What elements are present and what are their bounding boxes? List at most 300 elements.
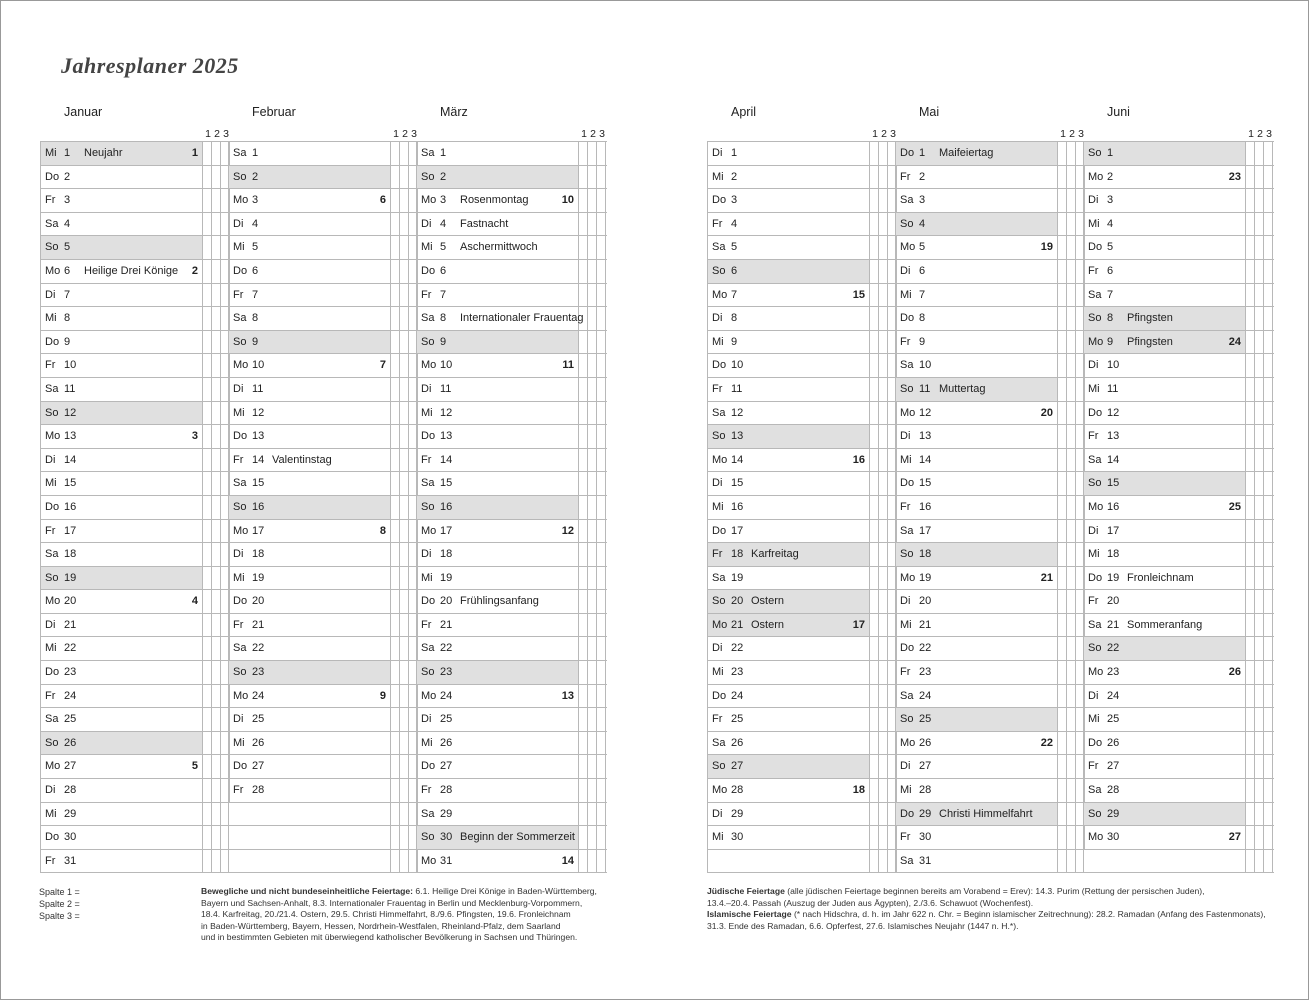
day-row[interactable] <box>708 142 898 166</box>
day-row[interactable] <box>1084 520 1274 544</box>
check-column-3[interactable] <box>597 378 606 401</box>
check-column-2[interactable] <box>1067 496 1076 519</box>
check-column-1[interactable] <box>579 520 588 543</box>
day-row[interactable] <box>896 189 1086 213</box>
check-column-2[interactable] <box>1255 260 1264 283</box>
day-cell[interactable] <box>708 142 870 165</box>
day-cell[interactable] <box>1084 166 1246 189</box>
check-column-1[interactable] <box>870 732 879 755</box>
day-cell[interactable] <box>896 614 1058 637</box>
day-cell[interactable] <box>1084 331 1246 354</box>
day-row[interactable] <box>41 614 231 638</box>
check-column-2[interactable] <box>879 472 888 495</box>
day-row[interactable] <box>896 614 1086 638</box>
day-row[interactable] <box>41 472 231 496</box>
check-column-2[interactable] <box>1067 543 1076 566</box>
check-column-2[interactable] <box>588 661 597 684</box>
day-row[interactable] <box>41 402 231 426</box>
check-column-2[interactable] <box>879 543 888 566</box>
day-cell[interactable] <box>41 755 203 778</box>
day-row[interactable] <box>41 425 231 449</box>
day-cell[interactable] <box>1084 661 1246 684</box>
day-row[interactable] <box>229 614 419 638</box>
check-column-3[interactable] <box>597 708 606 731</box>
check-column-2[interactable] <box>212 661 221 684</box>
day-row[interactable] <box>229 307 419 331</box>
day-row[interactable] <box>1084 826 1274 850</box>
day-cell[interactable] <box>708 520 870 543</box>
day-cell[interactable] <box>896 590 1058 613</box>
check-column-1[interactable] <box>579 614 588 637</box>
check-column-2[interactable] <box>212 449 221 472</box>
check-column-2[interactable] <box>212 732 221 755</box>
day-row[interactable] <box>896 803 1086 827</box>
check-column-1[interactable] <box>391 166 400 189</box>
check-column-1[interactable] <box>203 260 212 283</box>
check-column-1[interactable] <box>1246 496 1255 519</box>
day-row[interactable] <box>229 685 419 709</box>
check-column-1[interactable] <box>391 496 400 519</box>
day-cell[interactable] <box>41 354 203 377</box>
check-column-1[interactable] <box>1246 520 1255 543</box>
check-column-1[interactable] <box>203 755 212 778</box>
day-row[interactable] <box>708 520 898 544</box>
day-row[interactable] <box>1084 236 1274 260</box>
day-row[interactable] <box>41 850 231 874</box>
check-column-1[interactable] <box>870 449 879 472</box>
check-column-1[interactable] <box>1058 189 1067 212</box>
check-column-3[interactable] <box>597 166 606 189</box>
check-column-2[interactable] <box>1255 661 1264 684</box>
check-column-2[interactable] <box>1255 189 1264 212</box>
check-column-3[interactable] <box>597 189 606 212</box>
check-column-2[interactable] <box>400 142 409 165</box>
day-row[interactable] <box>417 425 607 449</box>
day-row[interactable] <box>896 520 1086 544</box>
check-column-2[interactable] <box>1255 496 1264 519</box>
day-row[interactable] <box>896 543 1086 567</box>
check-column-1[interactable] <box>1246 260 1255 283</box>
day-row[interactable] <box>708 826 898 850</box>
day-cell[interactable] <box>41 472 203 495</box>
day-row[interactable] <box>896 425 1086 449</box>
day-cell[interactable] <box>708 378 870 401</box>
day-row[interactable] <box>708 661 898 685</box>
day-row[interactable] <box>417 590 607 614</box>
day-row[interactable] <box>896 260 1086 284</box>
day-cell[interactable] <box>41 803 203 826</box>
day-row[interactable] <box>896 307 1086 331</box>
day-cell[interactable] <box>229 472 391 495</box>
check-column-1[interactable] <box>203 472 212 495</box>
day-cell[interactable] <box>1084 826 1246 849</box>
check-column-2[interactable] <box>212 189 221 212</box>
check-column-3[interactable] <box>1264 496 1273 519</box>
day-cell[interactable] <box>708 826 870 849</box>
day-cell[interactable] <box>417 307 584 330</box>
check-column-2[interactable] <box>212 803 221 826</box>
day-row[interactable] <box>1084 449 1274 473</box>
day-cell[interactable] <box>417 661 579 684</box>
check-column-2[interactable] <box>1067 779 1076 802</box>
day-row[interactable] <box>1084 331 1274 355</box>
check-column-2[interactable] <box>588 472 597 495</box>
check-column-2[interactable] <box>400 402 409 425</box>
check-column-3[interactable] <box>1264 850 1273 873</box>
day-row[interactable] <box>41 803 231 827</box>
check-column-3[interactable] <box>1264 708 1273 731</box>
day-row[interactable] <box>229 755 419 779</box>
check-column-1[interactable] <box>579 331 588 354</box>
check-column-3[interactable] <box>1264 166 1273 189</box>
day-row[interactable] <box>708 425 898 449</box>
check-column-2[interactable] <box>588 803 597 826</box>
check-column-1[interactable] <box>870 354 879 377</box>
check-column-1[interactable] <box>203 354 212 377</box>
day-row[interactable] <box>896 755 1086 779</box>
check-column-1[interactable] <box>579 402 588 425</box>
day-row[interactable] <box>229 331 419 355</box>
check-column-3[interactable] <box>597 307 606 330</box>
day-row[interactable] <box>229 779 419 803</box>
check-column-2[interactable] <box>212 543 221 566</box>
check-column-2[interactable] <box>400 236 409 259</box>
day-cell[interactable] <box>417 378 579 401</box>
check-column-2[interactable] <box>1255 779 1264 802</box>
day-row[interactable] <box>708 354 898 378</box>
check-column-2[interactable] <box>879 590 888 613</box>
check-column-1[interactable] <box>870 661 879 684</box>
check-column-1[interactable] <box>579 685 588 708</box>
day-cell[interactable] <box>229 402 391 425</box>
day-row[interactable] <box>417 260 607 284</box>
day-row[interactable] <box>1084 284 1274 308</box>
check-column-3[interactable] <box>1264 590 1273 613</box>
day-row[interactable] <box>1084 732 1274 756</box>
check-column-2[interactable] <box>400 826 409 849</box>
check-column-3[interactable] <box>1264 826 1273 849</box>
check-column-3[interactable] <box>597 331 606 354</box>
check-column-1[interactable] <box>579 260 588 283</box>
day-row[interactable] <box>229 708 419 732</box>
day-cell[interactable] <box>708 755 870 778</box>
day-cell[interactable] <box>896 284 1058 307</box>
check-column-1[interactable] <box>870 685 879 708</box>
check-column-1[interactable] <box>1246 661 1255 684</box>
check-column-2[interactable] <box>879 166 888 189</box>
day-row[interactable] <box>229 260 419 284</box>
check-column-3[interactable] <box>1264 331 1273 354</box>
check-column-3[interactable] <box>597 661 606 684</box>
day-cell[interactable] <box>896 166 1058 189</box>
check-column-2[interactable] <box>1067 236 1076 259</box>
check-column-2[interactable] <box>1255 378 1264 401</box>
check-column-2[interactable] <box>1255 213 1264 236</box>
day-row[interactable] <box>896 449 1086 473</box>
day-row[interactable] <box>1084 378 1274 402</box>
day-cell[interactable] <box>417 331 579 354</box>
check-column-2[interactable] <box>400 331 409 354</box>
check-column-1[interactable] <box>870 637 879 660</box>
check-column-2[interactable] <box>400 543 409 566</box>
check-column-1[interactable] <box>391 307 400 330</box>
check-column-2[interactable] <box>879 826 888 849</box>
check-column-2[interactable] <box>1255 236 1264 259</box>
check-column-2[interactable] <box>212 685 221 708</box>
check-column-1[interactable] <box>203 189 212 212</box>
check-column-1[interactable] <box>391 472 400 495</box>
day-cell[interactable] <box>708 307 870 330</box>
check-column-2[interactable] <box>1255 402 1264 425</box>
day-row[interactable] <box>708 685 898 709</box>
day-row[interactable] <box>708 284 898 308</box>
check-column-2[interactable] <box>1255 472 1264 495</box>
check-column-1[interactable] <box>1246 732 1255 755</box>
check-column-2[interactable] <box>588 685 597 708</box>
check-column-1[interactable] <box>1058 732 1067 755</box>
day-cell[interactable] <box>896 472 1058 495</box>
check-column-2[interactable] <box>879 378 888 401</box>
day-cell[interactable] <box>417 779 579 802</box>
check-column-1[interactable] <box>870 284 879 307</box>
check-column-2[interactable] <box>400 425 409 448</box>
day-cell[interactable] <box>41 236 203 259</box>
day-cell[interactable] <box>41 614 203 637</box>
day-cell[interactable] <box>229 189 391 212</box>
day-cell[interactable] <box>229 520 391 543</box>
check-column-1[interactable] <box>579 142 588 165</box>
day-cell[interactable] <box>229 425 391 448</box>
day-cell[interactable] <box>41 425 203 448</box>
check-column-3[interactable] <box>597 142 606 165</box>
check-column-1[interactable] <box>579 543 588 566</box>
day-cell[interactable] <box>41 520 203 543</box>
day-row[interactable] <box>229 142 419 166</box>
day-row[interactable] <box>708 260 898 284</box>
check-column-1[interactable] <box>1246 637 1255 660</box>
day-row[interactable] <box>41 661 231 685</box>
check-column-1[interactable] <box>1058 354 1067 377</box>
check-column-2[interactable] <box>879 661 888 684</box>
day-row[interactable] <box>1084 354 1274 378</box>
check-column-3[interactable] <box>597 803 606 826</box>
check-column-2[interactable] <box>1255 520 1264 543</box>
check-column-2[interactable] <box>588 213 597 236</box>
day-cell[interactable] <box>896 307 1058 330</box>
check-column-1[interactable] <box>1058 779 1067 802</box>
day-row[interactable] <box>1084 755 1274 779</box>
check-column-1[interactable] <box>391 708 400 731</box>
check-column-2[interactable] <box>212 637 221 660</box>
check-column-1[interactable] <box>1246 425 1255 448</box>
check-column-2[interactable] <box>1067 402 1076 425</box>
check-column-1[interactable] <box>870 402 879 425</box>
check-column-3[interactable] <box>597 637 606 660</box>
check-column-1[interactable] <box>1246 755 1255 778</box>
check-column-2[interactable] <box>1255 590 1264 613</box>
check-column-1[interactable] <box>1246 307 1255 330</box>
check-column-3[interactable] <box>1264 755 1273 778</box>
check-column-2[interactable] <box>879 803 888 826</box>
check-column-2[interactable] <box>400 520 409 543</box>
check-column-2[interactable] <box>1255 543 1264 566</box>
day-row[interactable] <box>41 189 231 213</box>
check-column-2[interactable] <box>1067 732 1076 755</box>
check-column-2[interactable] <box>212 826 221 849</box>
check-column-1[interactable] <box>391 637 400 660</box>
day-cell[interactable] <box>708 496 870 519</box>
day-row[interactable] <box>41 520 231 544</box>
check-column-2[interactable] <box>1067 142 1076 165</box>
day-cell[interactable] <box>1084 260 1246 283</box>
check-column-2[interactable] <box>400 779 409 802</box>
day-row[interactable] <box>417 496 607 520</box>
check-column-2[interactable] <box>212 331 221 354</box>
day-row[interactable] <box>1084 661 1274 685</box>
day-row[interactable] <box>896 637 1086 661</box>
day-cell[interactable] <box>417 213 579 236</box>
check-column-1[interactable] <box>1246 850 1255 873</box>
check-column-2[interactable] <box>588 449 597 472</box>
check-column-1[interactable] <box>870 543 879 566</box>
check-column-1[interactable] <box>391 567 400 590</box>
check-column-1[interactable] <box>203 496 212 519</box>
day-row[interactable] <box>896 708 1086 732</box>
day-cell[interactable] <box>708 803 870 826</box>
check-column-1[interactable] <box>203 590 212 613</box>
check-column-1[interactable] <box>579 567 588 590</box>
check-column-1[interactable] <box>203 213 212 236</box>
check-column-1[interactable] <box>579 236 588 259</box>
check-column-3[interactable] <box>1264 449 1273 472</box>
check-column-1[interactable] <box>870 755 879 778</box>
day-cell[interactable] <box>417 354 579 377</box>
check-column-1[interactable] <box>870 307 879 330</box>
day-cell[interactable] <box>896 496 1058 519</box>
check-column-3[interactable] <box>1264 260 1273 283</box>
day-cell[interactable] <box>417 472 579 495</box>
check-column-1[interactable] <box>1058 472 1067 495</box>
day-row[interactable] <box>1084 543 1274 567</box>
day-cell[interactable] <box>708 449 870 472</box>
day-row[interactable] <box>1084 260 1274 284</box>
day-row[interactable] <box>417 567 607 591</box>
check-column-1[interactable] <box>391 826 400 849</box>
day-cell[interactable] <box>417 284 579 307</box>
check-column-2[interactable] <box>588 708 597 731</box>
check-column-1[interactable] <box>579 472 588 495</box>
check-column-1[interactable] <box>579 708 588 731</box>
check-column-1[interactable] <box>1058 449 1067 472</box>
day-cell[interactable] <box>896 803 1058 826</box>
day-cell[interactable] <box>896 685 1058 708</box>
check-column-3[interactable] <box>1264 567 1273 590</box>
check-column-2[interactable] <box>879 449 888 472</box>
check-column-2[interactable] <box>879 260 888 283</box>
check-column-2[interactable] <box>879 213 888 236</box>
day-row[interactable] <box>417 307 607 331</box>
check-column-1[interactable] <box>1058 260 1067 283</box>
check-column-1[interactable] <box>870 803 879 826</box>
check-column-1[interactable] <box>1058 425 1067 448</box>
check-column-2[interactable] <box>400 755 409 778</box>
day-cell[interactable] <box>896 331 1058 354</box>
check-column-1[interactable] <box>391 803 400 826</box>
check-column-2[interactable] <box>1067 755 1076 778</box>
day-row[interactable] <box>708 755 898 779</box>
day-row[interactable] <box>229 402 419 426</box>
check-column-2[interactable] <box>1067 826 1076 849</box>
day-row[interactable] <box>896 685 1086 709</box>
check-column-2[interactable] <box>588 331 597 354</box>
check-column-2[interactable] <box>212 779 221 802</box>
day-row[interactable] <box>417 213 607 237</box>
check-column-2[interactable] <box>212 496 221 519</box>
day-row[interactable] <box>896 496 1086 520</box>
day-row[interactable] <box>417 189 607 213</box>
check-column-2[interactable] <box>1255 142 1264 165</box>
check-column-1[interactable] <box>579 732 588 755</box>
day-row[interactable] <box>1084 166 1274 190</box>
check-column-1[interactable] <box>579 661 588 684</box>
day-cell[interactable] <box>229 260 391 283</box>
day-row[interactable] <box>417 685 607 709</box>
check-column-1[interactable] <box>391 402 400 425</box>
check-column-1[interactable] <box>203 637 212 660</box>
day-row[interactable] <box>708 850 898 874</box>
day-row[interactable] <box>417 708 607 732</box>
check-column-2[interactable] <box>1067 213 1076 236</box>
check-column-2[interactable] <box>1067 567 1076 590</box>
day-cell[interactable] <box>896 826 1058 849</box>
day-row[interactable] <box>229 472 419 496</box>
check-column-1[interactable] <box>203 567 212 590</box>
day-cell[interactable] <box>41 685 203 708</box>
check-column-2[interactable] <box>588 826 597 849</box>
check-column-1[interactable] <box>203 614 212 637</box>
check-column-1[interactable] <box>391 850 400 873</box>
day-cell[interactable] <box>708 614 870 637</box>
check-column-2[interactable] <box>1067 520 1076 543</box>
check-column-1[interactable] <box>870 189 879 212</box>
day-cell[interactable] <box>1084 755 1246 778</box>
check-column-3[interactable] <box>1264 354 1273 377</box>
day-cell[interactable] <box>417 520 579 543</box>
check-column-1[interactable] <box>1246 166 1255 189</box>
check-column-1[interactable] <box>579 425 588 448</box>
day-cell[interactable] <box>896 779 1058 802</box>
day-cell[interactable] <box>229 803 391 826</box>
day-row[interactable] <box>896 354 1086 378</box>
day-row[interactable] <box>896 567 1086 591</box>
day-row[interactable] <box>229 543 419 567</box>
check-column-1[interactable] <box>391 543 400 566</box>
day-cell[interactable] <box>229 543 391 566</box>
check-column-2[interactable] <box>400 472 409 495</box>
check-column-3[interactable] <box>597 213 606 236</box>
check-column-1[interactable] <box>203 826 212 849</box>
check-column-1[interactable] <box>1246 331 1255 354</box>
check-column-3[interactable] <box>1264 732 1273 755</box>
day-cell[interactable] <box>708 732 870 755</box>
check-column-1[interactable] <box>391 520 400 543</box>
check-column-2[interactable] <box>1255 331 1264 354</box>
check-column-2[interactable] <box>212 284 221 307</box>
day-cell[interactable] <box>229 685 391 708</box>
day-row[interactable] <box>41 779 231 803</box>
check-column-1[interactable] <box>203 307 212 330</box>
check-column-2[interactable] <box>879 354 888 377</box>
